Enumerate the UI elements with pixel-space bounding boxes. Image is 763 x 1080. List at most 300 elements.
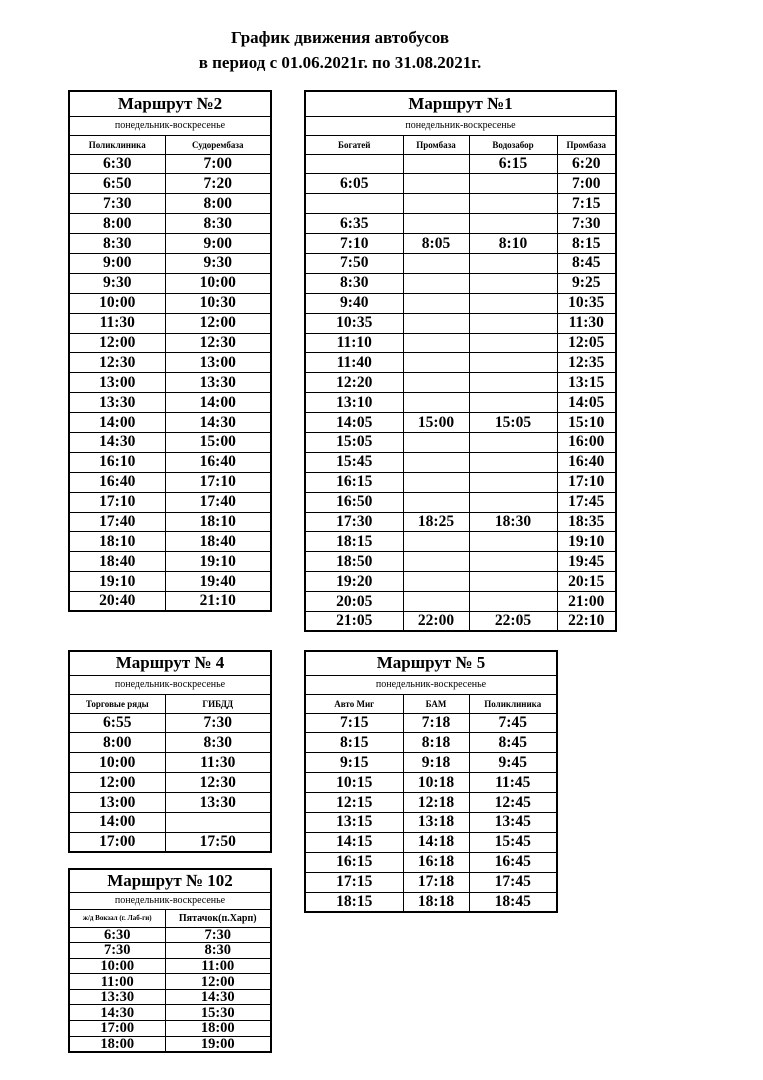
time-cell: 7:10: [305, 234, 403, 254]
time-cell: 14:30: [69, 432, 165, 452]
table-row: [69, 273, 271, 293]
time-cell: 21:00: [557, 592, 616, 612]
time-cell: 11:45: [469, 773, 557, 793]
table-row: [305, 872, 557, 892]
table-row: [69, 333, 271, 353]
table-row: [69, 234, 271, 254]
table-row: [305, 293, 616, 313]
time-cell: 12:00: [69, 333, 165, 353]
time-cell: 9:00: [69, 253, 165, 273]
time-cell: 16:10: [69, 452, 165, 472]
table-row: [69, 1021, 271, 1037]
table-row: [69, 373, 271, 393]
time-cell: 14:15: [305, 832, 403, 852]
time-cell: 12:35: [557, 353, 616, 373]
time-cell: [403, 214, 469, 234]
time-cell: 15:45: [469, 832, 557, 852]
time-cell: 11:30: [557, 313, 616, 333]
time-cell: 9:40: [305, 293, 403, 313]
time-cell: 8:30: [69, 234, 165, 254]
time-cell: 6:05: [305, 174, 403, 194]
time-cell: 18:15: [305, 892, 403, 912]
table-row: [305, 793, 557, 813]
route-4-stop-header: ГИБДД: [165, 694, 271, 713]
time-cell: 7:30: [165, 927, 271, 943]
time-cell: 7:20: [165, 174, 271, 194]
table-row: [69, 253, 271, 273]
table-row: [305, 773, 557, 793]
time-cell: 9:45: [469, 753, 557, 773]
time-cell: 12:45: [469, 793, 557, 813]
route-2-body: [69, 154, 271, 611]
time-cell: 7:30: [69, 194, 165, 214]
time-cell: 7:30: [165, 713, 271, 733]
table-row: [305, 154, 616, 174]
time-cell: 13:30: [69, 393, 165, 413]
time-cell: 19:20: [305, 572, 403, 592]
route-1-days: понедельник-воскресенье: [305, 116, 616, 135]
time-cell: 12:00: [165, 974, 271, 990]
route-1-stop-header: Промбаза: [403, 135, 469, 154]
time-cell: [469, 174, 557, 194]
time-cell: 14:30: [69, 1005, 165, 1021]
time-cell: [469, 253, 557, 273]
time-cell: 8:00: [165, 194, 271, 214]
time-cell: 6:55: [69, 713, 165, 733]
time-cell: [469, 452, 557, 472]
time-cell: 7:15: [557, 194, 616, 214]
time-cell: 19:40: [165, 572, 271, 592]
time-cell: [469, 432, 557, 452]
route-102-days: понедельник-воскресенье: [69, 892, 271, 909]
route-5-days: понедельник-воскресенье: [305, 675, 557, 694]
time-cell: 7:00: [165, 154, 271, 174]
table-row: [69, 293, 271, 313]
time-cell: 17:40: [69, 512, 165, 532]
time-cell: 14:00: [165, 393, 271, 413]
time-cell: [469, 472, 557, 492]
table-row: [69, 194, 271, 214]
route-2-table: [68, 90, 272, 612]
time-cell: 18:15: [305, 532, 403, 552]
time-cell: 16:40: [69, 472, 165, 492]
time-cell: [469, 194, 557, 214]
route-102-name: Маршрут № 102: [69, 869, 271, 892]
table-row: [305, 214, 616, 234]
time-cell: 18:18: [403, 892, 469, 912]
time-cell: 15:45: [305, 452, 403, 472]
time-cell: 6:30: [69, 927, 165, 943]
time-cell: 9:25: [557, 273, 616, 293]
time-cell: 16:15: [305, 852, 403, 872]
time-cell: [403, 313, 469, 333]
route-5-stop-header: Авто Миг: [305, 694, 403, 713]
time-cell: 14:00: [69, 413, 165, 433]
table-row: [69, 1036, 271, 1052]
time-cell: 7:30: [69, 943, 165, 959]
table-row: [69, 943, 271, 959]
route-1-name: Маршрут №1: [305, 91, 616, 116]
time-cell: 22:10: [557, 611, 616, 631]
table-row: [69, 452, 271, 472]
route-4-days: понедельник-воскресенье: [69, 675, 271, 694]
page-title-line-1: График движения автобусов: [230, 28, 450, 47]
time-cell: 15:10: [557, 413, 616, 433]
table-row: [305, 273, 616, 293]
table-row: [305, 713, 557, 733]
time-cell: [403, 253, 469, 273]
table-row: [305, 852, 557, 872]
route-5-name: Маршрут № 5: [305, 651, 557, 675]
time-cell: 10:00: [69, 753, 165, 773]
time-cell: 7:45: [469, 713, 557, 733]
time-cell: [403, 532, 469, 552]
time-cell: 16:40: [165, 452, 271, 472]
time-cell: 17:45: [469, 872, 557, 892]
time-cell: [469, 313, 557, 333]
time-cell: 17:15: [305, 872, 403, 892]
time-cell: 8:00: [69, 214, 165, 234]
time-cell: 17:10: [165, 472, 271, 492]
time-cell: 11:40: [305, 353, 403, 373]
table-row: [305, 253, 616, 273]
time-cell: 17:10: [557, 472, 616, 492]
table-row: [69, 974, 271, 990]
time-cell: 8:30: [305, 273, 403, 293]
route-1-stop-header: Богатей: [305, 135, 403, 154]
time-cell: 17:18: [403, 872, 469, 892]
time-cell: 16:40: [557, 452, 616, 472]
table-row: [305, 472, 616, 492]
time-cell: 17:10: [69, 492, 165, 512]
route-1-table: [304, 90, 617, 632]
time-cell: [469, 393, 557, 413]
time-cell: 8:00: [69, 733, 165, 753]
time-cell: [403, 552, 469, 572]
time-cell: [403, 472, 469, 492]
time-cell: 18:00: [69, 1036, 165, 1052]
time-cell: [403, 452, 469, 472]
table-row: [69, 989, 271, 1005]
route-4-stop-header: Торговые ряды: [69, 694, 165, 713]
time-cell: 16:50: [305, 492, 403, 512]
time-cell: 9:00: [165, 234, 271, 254]
time-cell: 8:30: [165, 733, 271, 753]
table-row: [69, 393, 271, 413]
table-row: [69, 532, 271, 552]
page-title-line-2: в период с 01.06.2021г. по 31.08.2021г.: [198, 53, 482, 72]
time-cell: [469, 293, 557, 313]
table-row: [69, 927, 271, 943]
time-cell: 17:00: [69, 832, 165, 852]
route-5-stop-header: БАМ: [403, 694, 469, 713]
route-5-table: [304, 650, 558, 913]
table-row: [305, 353, 616, 373]
time-cell: 12:05: [557, 333, 616, 353]
time-cell: 12:00: [69, 773, 165, 793]
route-102-table: [68, 868, 272, 1053]
time-cell: 13:30: [165, 373, 271, 393]
time-cell: 8:15: [557, 234, 616, 254]
time-cell: 12:30: [165, 773, 271, 793]
time-cell: 10:30: [165, 293, 271, 313]
time-cell: 19:10: [165, 552, 271, 572]
time-cell: [403, 353, 469, 373]
table-row: [69, 1005, 271, 1021]
table-row: [69, 793, 271, 813]
table-row: [305, 832, 557, 852]
time-cell: 17:40: [165, 492, 271, 512]
time-cell: 21:05: [305, 611, 403, 631]
table-row: [69, 492, 271, 512]
table-row: [305, 393, 616, 413]
time-cell: 13:30: [69, 989, 165, 1005]
route-2-days: понедельник-воскресенье: [69, 116, 271, 135]
time-cell: 13:45: [469, 812, 557, 832]
table-row: [305, 532, 616, 552]
time-cell: [403, 273, 469, 293]
time-cell: 18:10: [165, 512, 271, 532]
time-cell: [469, 214, 557, 234]
time-cell: 13:10: [305, 393, 403, 413]
time-cell: 13:18: [403, 812, 469, 832]
table-row: [69, 154, 271, 174]
table-row: [305, 492, 616, 512]
time-cell: 15:05: [305, 432, 403, 452]
time-cell: [403, 154, 469, 174]
route-4-table: [68, 650, 272, 853]
time-cell: 14:30: [165, 413, 271, 433]
time-cell: 17:50: [165, 832, 271, 852]
table-row: [69, 512, 271, 532]
table-row: [305, 413, 616, 433]
time-cell: 12:00: [165, 313, 271, 333]
time-cell: 20:15: [557, 572, 616, 592]
time-cell: [469, 572, 557, 592]
table-row: [69, 753, 271, 773]
time-cell: [403, 432, 469, 452]
time-cell: 10:00: [165, 273, 271, 293]
time-cell: [403, 333, 469, 353]
time-cell: [469, 532, 557, 552]
table-row: [69, 432, 271, 452]
time-cell: 12:18: [403, 793, 469, 813]
time-cell: 7:50: [305, 253, 403, 273]
table-row: [69, 313, 271, 333]
time-cell: 10:00: [69, 293, 165, 313]
time-cell: 16:45: [469, 852, 557, 872]
time-cell: 10:18: [403, 773, 469, 793]
time-cell: 14:05: [557, 393, 616, 413]
time-cell: 8:10: [469, 234, 557, 254]
time-cell: 19:00: [165, 1036, 271, 1052]
time-cell: 11:30: [165, 753, 271, 773]
time-cell: 18:50: [305, 552, 403, 572]
time-cell: 19:10: [69, 572, 165, 592]
time-cell: 13:15: [305, 812, 403, 832]
time-cell: 12:20: [305, 373, 403, 393]
table-row: [305, 194, 616, 214]
table-row: [305, 592, 616, 612]
time-cell: 6:30: [69, 154, 165, 174]
route-102-stop-header: ж/д Вокзал (г. Лаб-ги): [69, 909, 165, 927]
route-2-stop-header: Судорембаза: [165, 135, 271, 154]
time-cell: 7:30: [557, 214, 616, 234]
table-row: [69, 413, 271, 433]
time-cell: [403, 194, 469, 214]
time-cell: 19:10: [557, 532, 616, 552]
time-cell: 14:30: [165, 989, 271, 1005]
time-cell: 6:20: [557, 154, 616, 174]
table-row: [305, 432, 616, 452]
time-cell: [305, 154, 403, 174]
time-cell: 15:05: [469, 413, 557, 433]
time-cell: 15:00: [403, 413, 469, 433]
time-cell: [305, 194, 403, 214]
time-cell: [469, 273, 557, 293]
time-cell: [469, 492, 557, 512]
table-row: [69, 572, 271, 592]
time-cell: 18:35: [557, 512, 616, 532]
time-cell: 14:18: [403, 832, 469, 852]
table-row: [69, 214, 271, 234]
time-cell: [469, 333, 557, 353]
table-row: [305, 572, 616, 592]
route-5-body: [305, 713, 557, 912]
time-cell: 9:15: [305, 753, 403, 773]
time-cell: [403, 293, 469, 313]
time-cell: 13:30: [165, 793, 271, 813]
time-cell: 12:15: [305, 793, 403, 813]
time-cell: [165, 812, 271, 832]
time-cell: 18:40: [165, 532, 271, 552]
time-cell: [469, 353, 557, 373]
time-cell: 18:30: [469, 512, 557, 532]
time-cell: 10:15: [305, 773, 403, 793]
time-cell: 20:40: [69, 592, 165, 612]
time-cell: 12:30: [69, 353, 165, 373]
time-cell: 16:15: [305, 472, 403, 492]
time-cell: 9:18: [403, 753, 469, 773]
time-cell: [403, 174, 469, 194]
time-cell: 8:15: [305, 733, 403, 753]
time-cell: 20:05: [305, 592, 403, 612]
time-cell: 15:00: [165, 432, 271, 452]
table-row: [305, 892, 557, 912]
time-cell: 11:00: [165, 958, 271, 974]
route-4-name: Маршрут № 4: [69, 651, 271, 675]
table-row: [305, 753, 557, 773]
route-2-stop-header: Поликлиника: [69, 135, 165, 154]
table-row: [305, 313, 616, 333]
time-cell: 13:00: [69, 793, 165, 813]
time-cell: 17:30: [305, 512, 403, 532]
time-cell: 8:30: [165, 943, 271, 959]
time-cell: 8:18: [403, 733, 469, 753]
table-row: [69, 353, 271, 373]
table-row: [69, 552, 271, 572]
table-row: [305, 733, 557, 753]
route-1-body: [305, 154, 616, 631]
time-cell: 10:35: [305, 313, 403, 333]
route-1-stop-header: Промбаза: [557, 135, 616, 154]
time-cell: 7:18: [403, 713, 469, 733]
time-cell: 8:45: [557, 253, 616, 273]
time-cell: 16:18: [403, 852, 469, 872]
time-cell: 18:25: [403, 512, 469, 532]
route-102-body: [69, 927, 271, 1052]
table-row: [305, 234, 616, 254]
time-cell: [403, 492, 469, 512]
time-cell: 9:30: [69, 273, 165, 293]
time-cell: 10:35: [557, 293, 616, 313]
time-cell: 6:50: [69, 174, 165, 194]
table-row: [305, 812, 557, 832]
time-cell: 7:15: [305, 713, 403, 733]
time-cell: 13:15: [557, 373, 616, 393]
time-cell: 18:40: [69, 552, 165, 572]
time-cell: [469, 373, 557, 393]
time-cell: 8:30: [165, 214, 271, 234]
table-row: [305, 452, 616, 472]
table-row: [69, 174, 271, 194]
table-row: [69, 958, 271, 974]
table-row: [69, 832, 271, 852]
table-row: [305, 373, 616, 393]
table-row: [69, 592, 271, 612]
time-cell: 11:10: [305, 333, 403, 353]
time-cell: 9:30: [165, 253, 271, 273]
time-cell: 13:00: [165, 353, 271, 373]
time-cell: 6:35: [305, 214, 403, 234]
time-cell: 19:45: [557, 552, 616, 572]
time-cell: [403, 373, 469, 393]
table-row: [69, 472, 271, 492]
time-cell: [469, 592, 557, 612]
time-cell: 15:30: [165, 1005, 271, 1021]
route-5-stop-header: Поликлиника: [469, 694, 557, 713]
table-row: [69, 713, 271, 733]
time-cell: 14:00: [69, 812, 165, 832]
time-cell: 18:00: [165, 1021, 271, 1037]
time-cell: 6:15: [469, 154, 557, 174]
time-cell: [403, 393, 469, 413]
route-102-stop-header: Пятачок(п.Харп): [165, 909, 271, 927]
table-row: [69, 812, 271, 832]
time-cell: [403, 572, 469, 592]
time-cell: 8:05: [403, 234, 469, 254]
table-row: [305, 333, 616, 353]
table-row: [305, 174, 616, 194]
time-cell: 18:45: [469, 892, 557, 912]
table-row: [69, 733, 271, 753]
time-cell: 8:45: [469, 733, 557, 753]
table-row: [305, 512, 616, 532]
time-cell: 17:45: [557, 492, 616, 512]
table-row: [305, 611, 616, 631]
time-cell: [469, 552, 557, 572]
time-cell: 16:00: [557, 432, 616, 452]
time-cell: [403, 592, 469, 612]
time-cell: 22:00: [403, 611, 469, 631]
time-cell: 12:30: [165, 333, 271, 353]
route-2-name: Маршрут №2: [69, 91, 271, 116]
route-4-body: [69, 713, 271, 852]
table-row: [305, 552, 616, 572]
time-cell: 13:00: [69, 373, 165, 393]
time-cell: 21:10: [165, 592, 271, 612]
time-cell: 17:00: [69, 1021, 165, 1037]
